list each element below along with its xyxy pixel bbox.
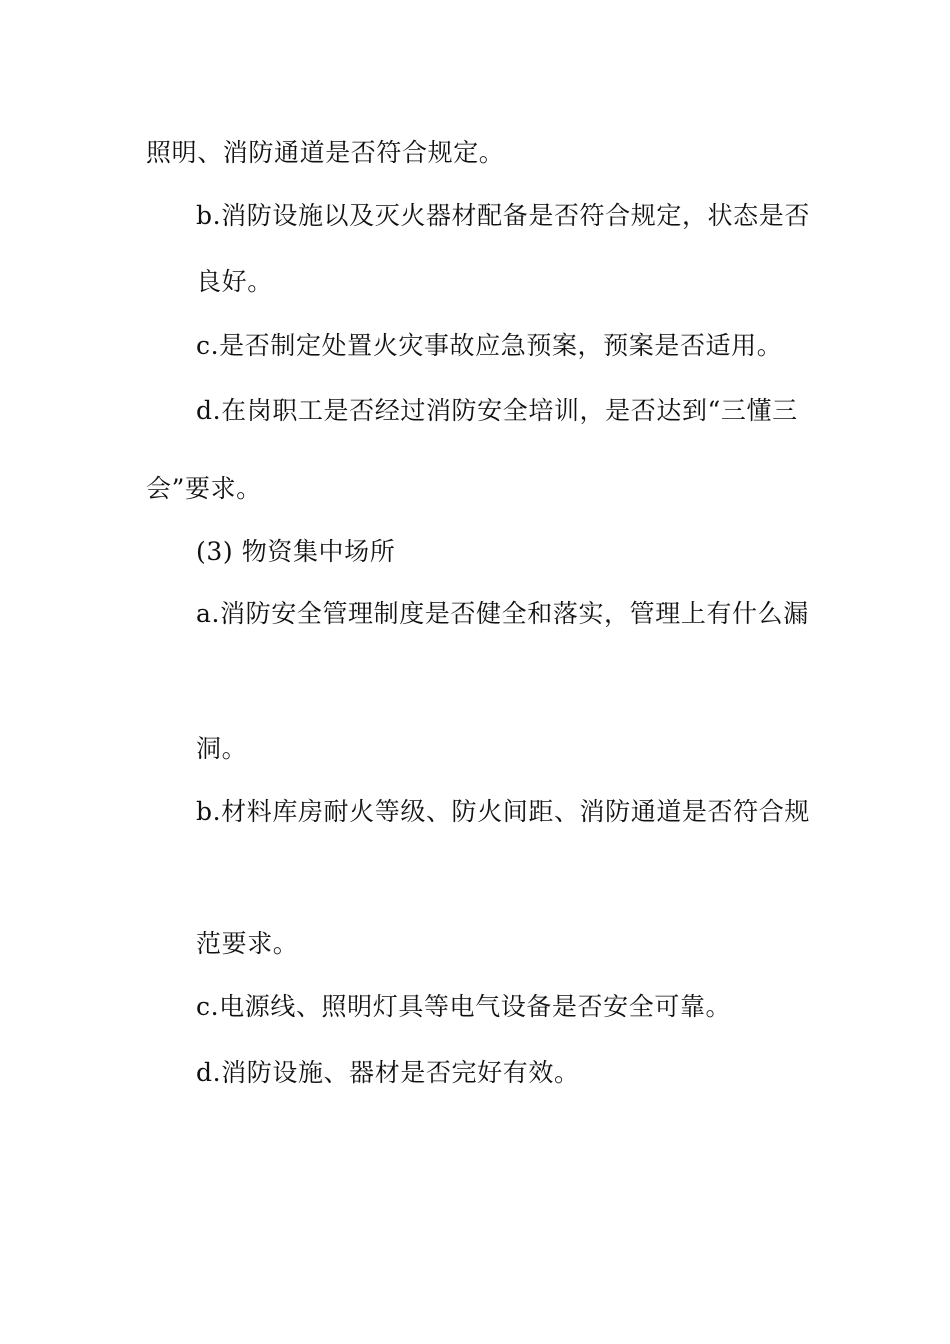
text-line-13: d.消防设施、器材是否完好有效。 — [196, 1058, 580, 1087]
text-line-6: 会”要求。 — [146, 474, 262, 503]
text-line-9: 洞。 — [196, 734, 248, 763]
text-line-10: b.材料库房耐火等级、防火间距、消防通道是否符合规 — [196, 797, 810, 826]
text-line-1: 照明、消防通道是否符合规定。 — [146, 138, 505, 167]
text-line-8: a.消防安全管理制度是否健全和落实，管理上有什么漏 — [196, 599, 809, 628]
text-line-5: d.在岗职工是否经过消防安全培训，是否达到“三懂三 — [196, 396, 798, 425]
text-line-2: b.消防设施以及灭火器材配备是否符合规定，状态是否 — [196, 201, 810, 230]
section-heading: (3) 物资集中场所 — [196, 537, 396, 566]
text-line-3: 良好。 — [196, 267, 273, 296]
text-line-11: 范要求。 — [196, 929, 299, 958]
text-line-4: c.是否制定处置火灾事故应急预案，预案是否适用。 — [196, 331, 783, 360]
text-line-12: c.电源线、照明灯具等电气设备是否安全可靠。 — [196, 992, 732, 1021]
